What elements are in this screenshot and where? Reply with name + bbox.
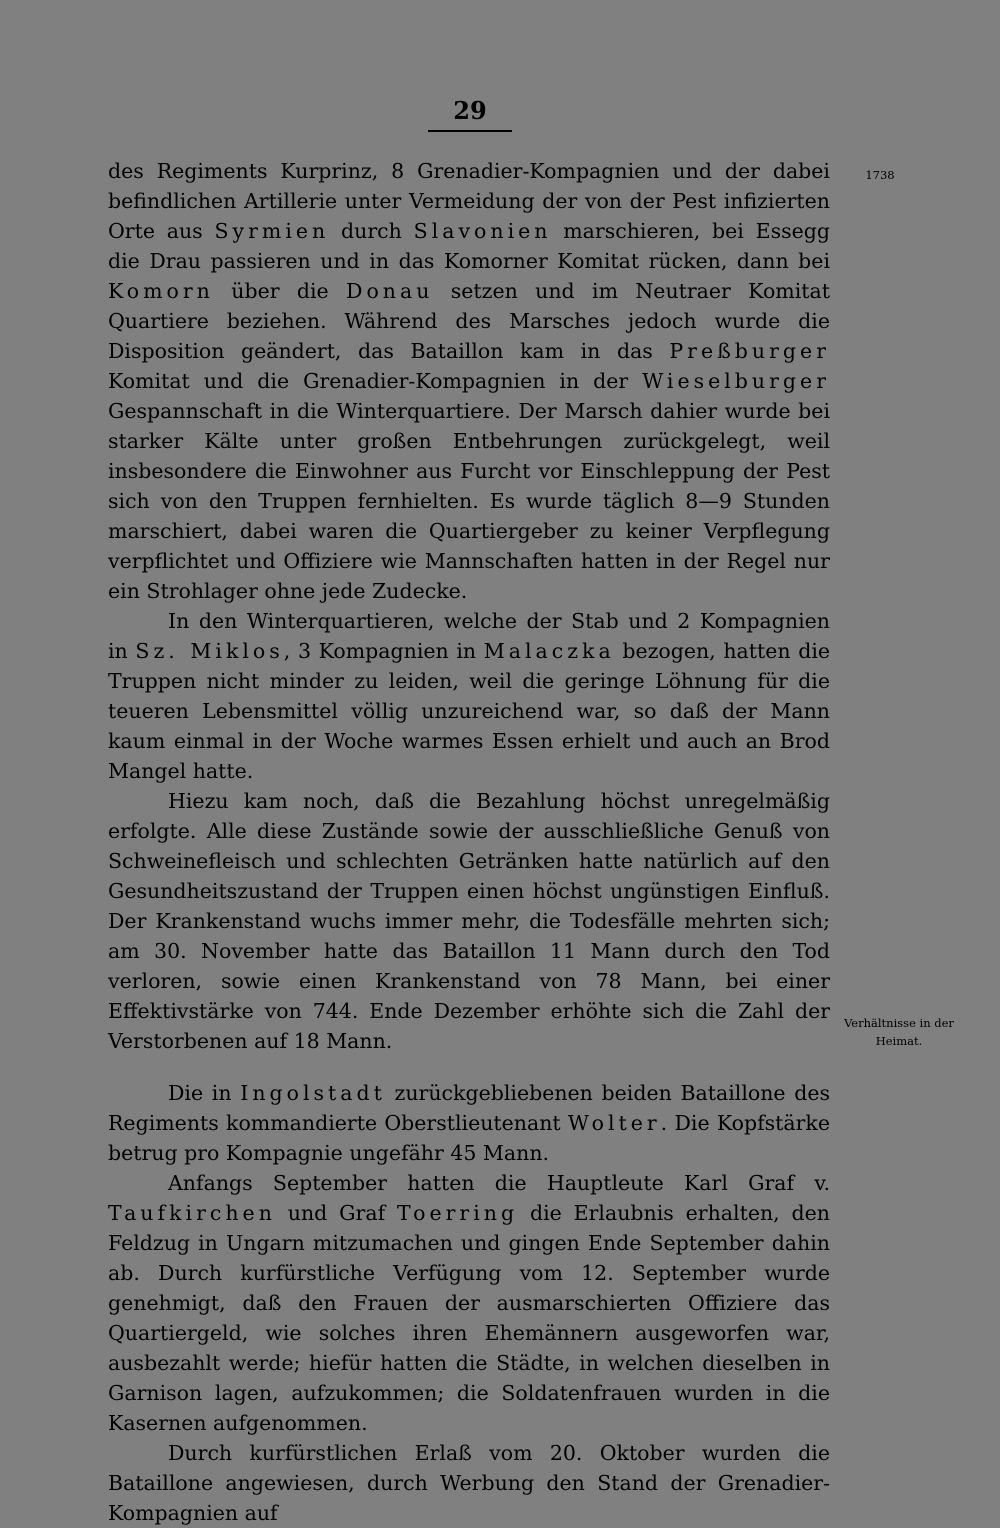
spaced-name: Syrmien: [214, 219, 330, 243]
spaced-name: Preßburger: [669, 339, 830, 363]
spaced-name: Taufkirchen: [108, 1201, 276, 1225]
page-number: 29: [453, 96, 487, 125]
spaced-name: Donau: [346, 279, 434, 303]
spaced-name: Malaczka: [483, 639, 615, 663]
page-number-rule: [428, 130, 512, 132]
paragraph-5: [108, 1168, 830, 1438]
spaced-name: Komorn: [108, 279, 214, 303]
spaced-name: Toerring: [397, 1201, 519, 1225]
text-span: Durch kurfürstlichen Erlaß vom 20. Oktober wurden die Bataillone angewiesen, durch Werbung den Stand der Grenadier-Kompagnien auf: [108, 1441, 830, 1525]
paragraph-2: [108, 606, 830, 786]
text-span: die Erlaubnis erhalten, den Feldzug in Ungarn mitzumachen und gingen Ende September dahin ab. Durch kurfürstliche Verfügung vom 12. September wurde genehmigt, daß den Frauen der ausmarschierten Offiziere das Quartiergeld, wie solches ihren Ehemännern ausgeworfen war, ausbezahlt werde; hiefür hatten die Städte, in welchen dieselben in Garnison lagen, aufzukommen; die Soldatenfrauen wurden in die Kasernen aufgenommen.: [108, 1201, 831, 1435]
text-span: und Graf: [275, 1201, 398, 1225]
text-span: marschieren, bei Essegg die Drau passieren und in das Komorner Komitat rücken, dann bei: [108, 219, 830, 273]
body-text: [108, 156, 830, 1528]
paragraph-3: [108, 786, 830, 1056]
text-span: des Regiments Kurprinz, 8 Grenadier-Kompagnien und der dabei befindlichen Artillerie unter Vermeidung der von der Pest infizierten Orte aus: [108, 159, 830, 243]
paragraph-4: [108, 1078, 830, 1168]
text-span: zurückgebliebenen beiden Bataillone des Regiments kommandierte Oberstlieutenant: [108, 1081, 830, 1135]
text-span: , 3 Kompagnien in: [283, 639, 484, 663]
text-span: . Die Kopfstärke betrug pro Kompagnie ungefähr 45 Mann.: [108, 1111, 830, 1165]
text-span: setzen und im Neutraer Komitat Quartiere beziehen. Während des Marsches jedoch wurde die Disposition geändert, das Bataillon kam in das: [108, 279, 830, 363]
spaced-name: Slavonien: [413, 219, 552, 243]
spaced-name: Wolter: [567, 1111, 661, 1135]
text-span: bezogen, hatten die Truppen nicht minder zu leiden, weil die geringe Löhnung für die teueren Lebensmittel völlig unzureichend war, so daß der Mann kaum einmal in der Woche warmes Essen erhielt und auch an Brod Mangel hatte.: [108, 639, 831, 783]
text-span: Die in: [168, 1081, 241, 1105]
margin-note-heimat: Verhältnisse in der Heimat.: [844, 1016, 954, 1048]
text-span: Komitat und die Grenadier-Kompagnien in der: [108, 369, 643, 393]
spaced-name: Sz. Miklos: [135, 639, 284, 663]
paragraph-6: [108, 1438, 830, 1528]
spaced-name: Wieselburger: [642, 369, 830, 393]
text-span: Gespannschaft in die Winterquartiere. Der Marsch dahier wurde bei starker Kälte unter großen Entbehrungen zurückgelegt, weil insbesondere die Einwohner aus Furcht vor Einschleppung der Pest sich von den Truppen fernhielten. Es wurde täglich 8—9 Stunden marschiert, dabei waren die Quartiergeber zu keiner Verpflegung verpflichtet und Offiziere wie Mannschaften hatten in der Regel nur ein Strohlager ohne jede Zudecke.: [108, 399, 830, 603]
text-span: durch: [329, 219, 414, 243]
text-span: über die: [213, 279, 347, 303]
text-span: Hiezu kam noch, daß die Bezahlung höchst unregelmäßig erfolgte. Alle diese Zustände sowie der ausschließliche Genuß von Schweinefleisch und schlechten Getränken hatte natürlich auf den Gesundheitszustand der Truppen einen höchst ungünstigen Einfluß. Der Krankenstand wuchs immer mehr, die Todesfälle mehrten sich; am 30. November hatte das Bataillon 11 Mann durch den Tod verloren, sowie einen Krankenstand von 78 Mann, bei einer Effektivstärke von 744. Ende Dezember erhöhte sich die Zahl der Verstorbenen auf 18 Mann.: [108, 789, 830, 1053]
paragraph-1: [108, 156, 830, 606]
text-span: Anfangs September hatten die Hauptleute Karl Graf v.: [168, 1171, 830, 1195]
text-span: In den Winterquartieren, welche der Stab und 2 Kompagnien in: [108, 609, 830, 663]
spaced-name: Ingolstadt: [240, 1081, 386, 1105]
margin-note-year: 1738: [865, 168, 895, 182]
